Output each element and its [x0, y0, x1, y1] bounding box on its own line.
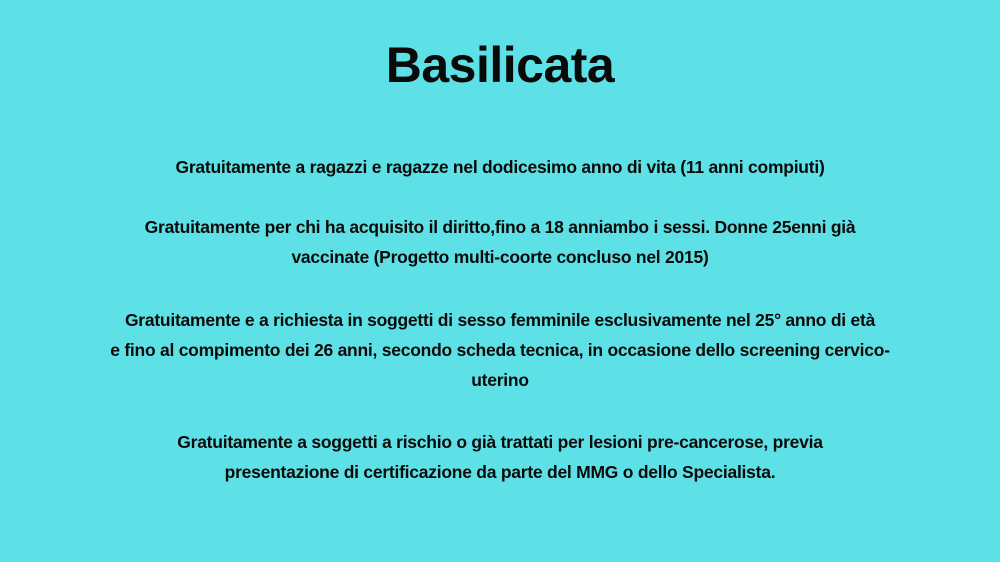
paragraph-eleven-year-olds	[0, 152, 1000, 182]
paragraph-at-risk-subjects	[0, 427, 1000, 487]
paragraph-line: Gratuitamente e a richiesta in soggetti di sesso femminile esclusivamente nel 25° anno di età	[124, 310, 876, 330]
paragraph-line: presentazione di certificazione da parte del MMG o dello Specialista.	[224, 462, 776, 482]
paragraph-25-year-old-women	[0, 305, 1000, 395]
paragraph-up-to-18	[0, 212, 1000, 272]
paragraph-line: vaccinate (Progetto multi-coorte concluso nel 2015)	[291, 247, 709, 267]
paragraph-line: Gratuitamente per chi ha acquisito il diritto,fino a 18 anniambo i sessi. Donne 25enni già	[144, 217, 856, 237]
paragraph-line: e fino al compimento dei 26 anni, secondo scheda tecnica, in occasione dello screening cervico-	[110, 340, 890, 360]
paragraph-line: Gratuitamente a soggetti a rischio o già trattati per lesioni pre-cancerose, previa	[177, 432, 823, 452]
slide-title: Basilicata	[385, 37, 615, 93]
paragraph-line: uterino	[471, 370, 529, 390]
paragraph-line: Gratuitamente a ragazzi e ragazze nel dodicesimo anno di vita (11 anni compiuti)	[175, 157, 825, 177]
